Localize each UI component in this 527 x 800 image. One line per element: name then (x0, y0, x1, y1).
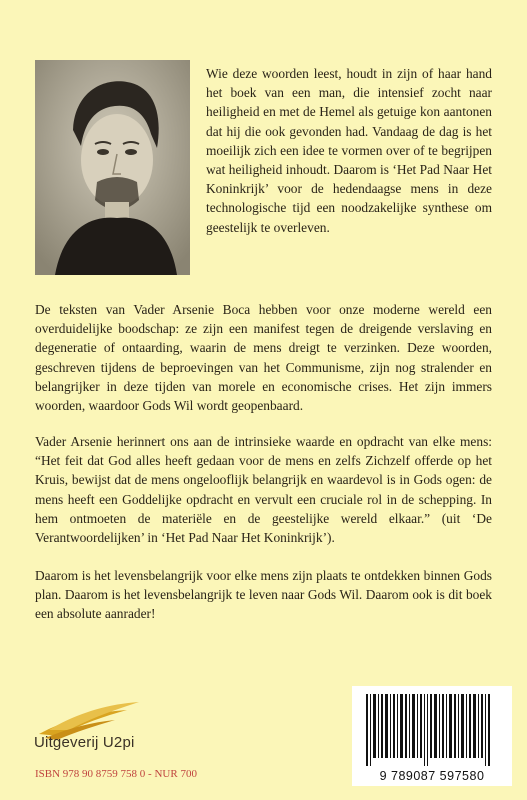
publisher-name: Uitgeverij U2pi (34, 734, 135, 751)
intro-paragraph: Wie deze woorden leest, houdt in zijn of haar hand het boek van een man, die intensief zocht naar heiligheid en met de Hemel als getuige kon aantonen dat hij die ook gevonden had. Vandaag de dag is het moeilijk zich een idee te vormen over of te begrijpen wat heiligheid inhoudt. Daarom is ‘Het Pad Naar Het Koninkrijk’ voor de hedendaagse mens in deze technologische tijd een noodzakelijke synthese om geestelijk te overleven. (206, 66, 492, 235)
body-paragraph-3: Daarom is het levensbelangrijk voor elke mens zijn plaats te ontdekken binnen Gods plan. Daarom is het levensbelangrijk te leven naar Gods Wil. Daarom ook is dit boek een absolute aanrader! (35, 568, 492, 622)
barcode-digits: 9 789087 597580 (379, 769, 485, 783)
author-portrait (35, 60, 190, 275)
body-paragraph-2: Vader Arsenie herinnert ons aan de intrinsieke waarde en opdracht van elke mens: “Het feit dat God alles heeft gedaan voor de mens en zelfs Zichzelf offerde op het Kruis, bewijst dat de mens ongelooflijk belangrijk en waardevol is in Gods ogen: de mens heeft een Goddelijke opdracht en vervult een cruciale rol in de schepping. In hem ontmoeten de materiële en de geestelijke wereld elkaar.” (uit ‘De Verantwoordelijken’ in ‘Het Pad Naar Het Koninkrijk’). (35, 434, 492, 546)
portrait-image (35, 60, 190, 275)
isbn-line: ISBN 978 90 8759 758 0 - NUR 700 (35, 768, 197, 780)
barcode-bars-icon (352, 686, 512, 766)
body-paragraph-1: De teksten van Vader Arsenie Boca hebben voor onze moderne wereld een overduidelijke boodschap: ze zijn een manifest tegen de dreigende verslaving en degeneratie of ontaarding, waarin de mens dreigt te verzinken. Deze woorden, geschreven tijdens de beproevingen van het Communisme, zijn nog stralender en belangrijker in deze tijden van morele en economische crises. Het zijn immers woorden, waardoor Gods Wil wordt geopenbaard. (35, 302, 492, 414)
